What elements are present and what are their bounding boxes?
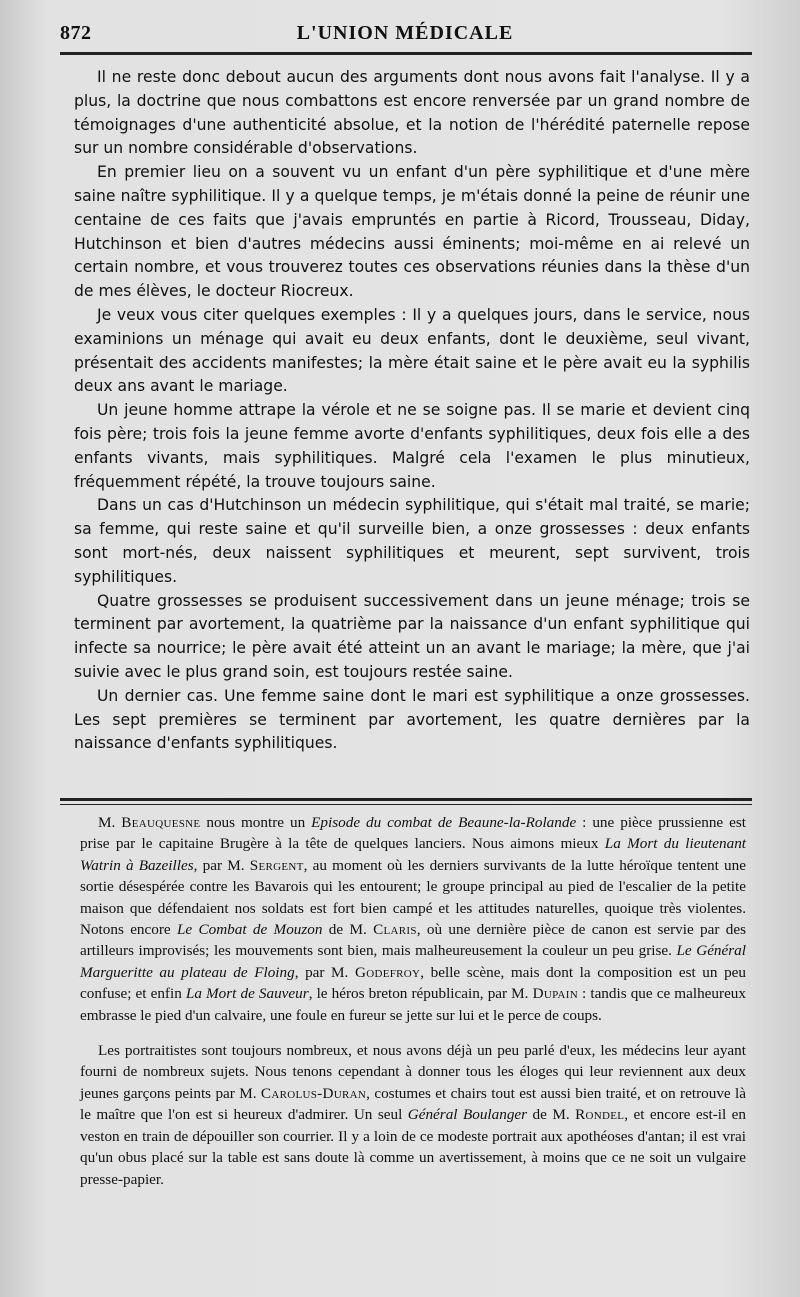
- article-paragraph: Un jeune homme attrape la vérole et ne se soigne pas. Il se marie et devient cinq fois père; trois fois la jeune femme avorte d'enfants syphilitiques, deux fois elle a des enfants vivants, mais syphilitiques. Malgré cela l'examen le plus minutieux, fréquemment répété, la trouve toujours saine.: [74, 401, 750, 491]
- text-run: , belle scène, mais dont la composition est un peu confuse; et enfin: [80, 963, 747, 1003]
- artwork-title: La Mort de Sauveur: [185, 985, 309, 1003]
- artist-name: Godefroy: [354, 963, 421, 981]
- text-run: , où une dernière pièce de canon est servie par des artilleurs improvisés; les mouvements sont bien, mais malheureusement la couleur un peu grise.: [80, 921, 746, 960]
- article-paragraph: Quatre grossesses se produisent successivement dans un jeune ménage; trois se terminent par avortement, la quatrième par la naissance d'un enfant syphilitique qui infecte sa nourrice; le père avait été atteint un an avant le mariage; la mère, que j'ai suivie avec le plus grand soin, est toujours restée saine.: [74, 591, 750, 681]
- feuilleton-section: [80, 812, 746, 1190]
- artist-name: Rondel: [575, 1106, 625, 1124]
- artist-name: Sergent: [249, 856, 304, 874]
- page-number: 872: [60, 22, 92, 44]
- artist-name: Claris: [373, 921, 417, 939]
- text-run: , costumes et chairs tout est aussi bien traité, et on retrouve là le maître que l'on est si heureux d'admirer. Un seul: [80, 1084, 746, 1124]
- text-run: M.: [98, 814, 122, 831]
- article-paragraph: Je veux vous citer quelques exemples : Il y a quelques jours, dans le service, nous examinions un ménage qui avait eu deux enfants, dont le deuxième, seul vivant, présentait des accidents manifestes; la mère était saine et le père avait eu la syphilis deux ans avant le mariage.: [74, 305, 750, 396]
- artwork-title: Le Général Margueritte au plateau de Floing: [80, 942, 746, 981]
- text-run: : une pièce prussienne est prise par le capitaine Brugère à la tête de quelques lanciers. Nous aimons mieux: [80, 814, 746, 853]
- text-run: de M.: [322, 921, 374, 939]
- article-paragraph: Dans un cas d'Hutchinson un médecin syphilitique, qui s'était mal traité, se marie; sa femme, qui reste saine et qu'il surveille bien, a onze grossesses : deux enfants sont mort-nés, deux naissent syphilitiques et meurent, sept survivent, trois syphilitiques.: [74, 496, 750, 586]
- article-paragraph: Un dernier cas. Une femme saine dont le mari est syphilitique a onze grossesses. Les sept premières se terminent par avortement, les quatre dernières par la naissance d'enfants syphilitiques.: [74, 686, 750, 753]
- article-paragraph: Il ne reste donc debout aucun des arguments dont nous avons fait l'analyse. Il y a plus, la doctrine que nous combattons est encore renversée par un grand nombre de témoignages d'une authenticité absolue, et la notion de l'hérédité paternelle repose sur un nombre considérable d'observations.: [74, 68, 750, 158]
- artist-name: Beauquesne: [121, 814, 201, 831]
- article-paragraph: En premier lieu on a souvent vu un enfant d'un père syphilitique et d'une mère saine naître syphilitique. Il y a quelque temps, je m'étais donné la peine de réunir une centaine de ces faits que j'avais empruntés en partie à Ricord, Trousseau, Diday, Hutchinson et bien d'autres médecins aussi éminents; moi-même en ai relevé un certain nombre, et vous trouverez toutes ces observations réunies dans la thèse d'un de mes élèves, le docteur Riocreux.: [74, 163, 750, 301]
- artwork-title: La Mort du lieutenant Watrin à Bazeilles: [80, 835, 747, 874]
- artwork-title: Général Boulanger: [407, 1106, 528, 1124]
- section-divider: [60, 798, 752, 805]
- text-run: , par M.: [294, 963, 355, 981]
- text-run: , le héros breton républicain, par M.: [308, 985, 533, 1003]
- artist-name: Dupain: [532, 985, 578, 1003]
- text-run: , et encore est-il en veston en train de dépouiller son courrier. Il y a loin de ce modeste portrait aux apothéoses d'antan; il est vrai qu'un obus placé sur la table est sans doute là comme un avertissement, à moins que ce ne soit un vulgaire presse-papier.: [80, 1106, 746, 1188]
- text-run: , par M.: [193, 856, 250, 874]
- text-run: nous montre un: [200, 814, 312, 831]
- artist-name: Carolus-Duran: [260, 1084, 367, 1102]
- feuilleton-paragraph: [80, 812, 746, 1026]
- artwork-title: Le Combat de Mouzon: [176, 921, 323, 939]
- artwork-title: Episode du combat de Beaune-la-Rolande: [311, 814, 577, 831]
- running-title: L'UNION MÉDICALE: [296, 22, 514, 44]
- header-rule: [60, 52, 752, 55]
- text-run: de M.: [527, 1106, 576, 1124]
- text-run: : tandis que ce malheureux embrasse le pied d'un calvaire, une foule en fureur se jette sur lui et le perce de coups.: [80, 985, 746, 1024]
- page-header: [60, 18, 750, 48]
- feuilleton-paragraph: [80, 1040, 746, 1190]
- article-body: [74, 66, 750, 756]
- text-run: Les portraitistes sont toujours nombreux, et nous avons déjà un peu parlé d'eux, les médecins leur ayant fourni de nombreux sujets. Nous tenons cependant à donner tous les éloges qui leur reviennent aux deux jeunes garçons peints par M.: [80, 1042, 746, 1102]
- text-run: , au moment où les derniers survivants de la lutte héroïque tentent une sortie désespérée contre les Bavarois qui les entourent; le groupe principal au pied de l'escalier de la petite maison que défendaient nos soldats est fort bien campé et les attitudes naturelles, quoique très violentes. Notons encore: [80, 856, 746, 939]
